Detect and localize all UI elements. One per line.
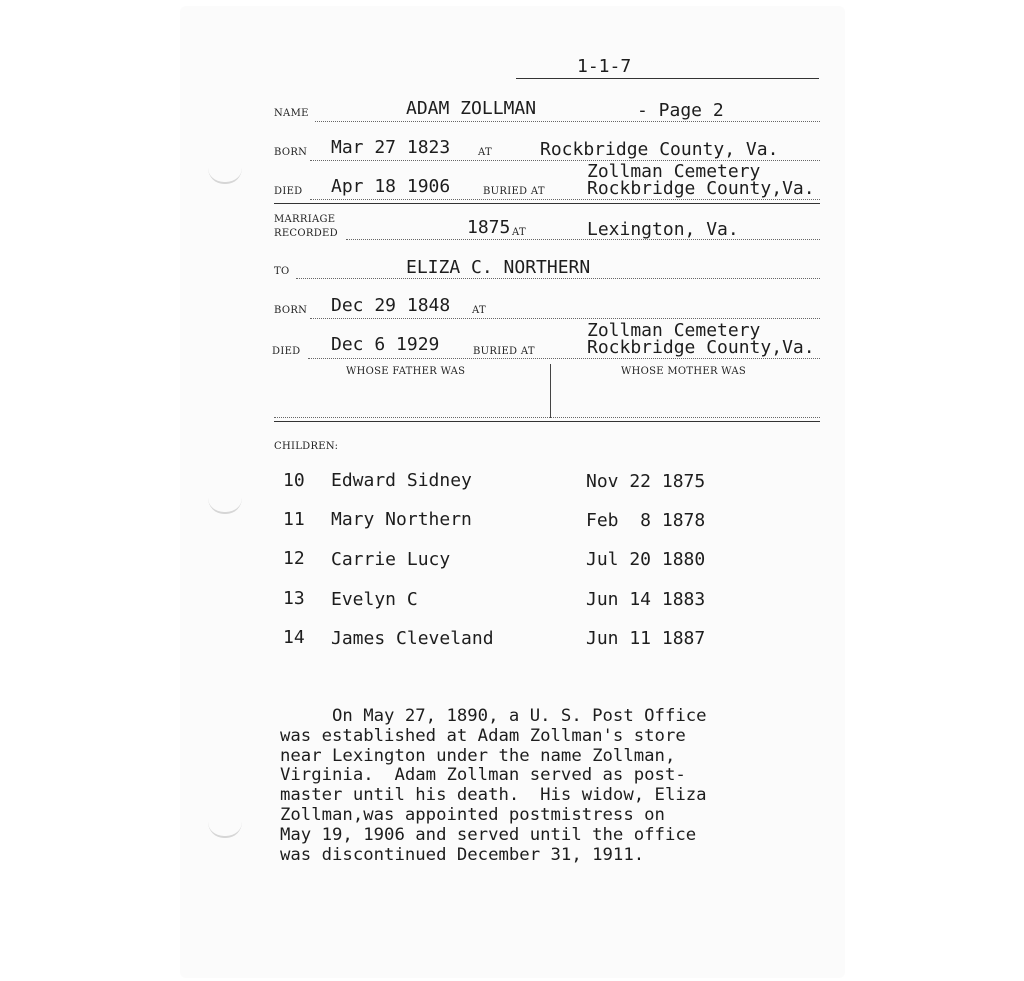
spouse-born-at-label: AT (472, 305, 486, 316)
to-label: TO (274, 266, 290, 277)
spouse-born-label: BORN (274, 305, 308, 316)
whose-mother-label: WHOSE MOTHER WAS (621, 366, 747, 377)
spouse-buried-line-1: Zollman Cemetery (587, 320, 761, 341)
spouse-born-line (310, 318, 820, 319)
died-rule (274, 203, 820, 204)
parents-divider (550, 364, 551, 418)
child-number: 13 (283, 588, 305, 609)
born-at-label: AT (478, 147, 492, 158)
child-number: 14 (283, 627, 305, 648)
child-name: Evelyn C (331, 589, 418, 610)
child-name: Carrie Lucy (331, 549, 451, 570)
marriage-label: MARRIAGE (274, 214, 336, 225)
child-name: Mary Northern (331, 509, 472, 530)
marriage-line (346, 239, 820, 240)
person-name: ADAM ZOLLMAN (406, 98, 537, 119)
to-line (296, 278, 820, 279)
buried-line-2: Rockbridge County,Va. (587, 178, 815, 199)
name-line (315, 121, 820, 122)
name-label: NAME (274, 108, 309, 119)
child-number: 12 (283, 548, 305, 569)
parents-line (274, 417, 820, 418)
marriage-year: 1875 (467, 217, 511, 238)
child-name: Edward Sidney (331, 470, 472, 491)
child-birth-date: Jun 14 1883 (586, 589, 706, 610)
marriage-at-label: AT (512, 227, 526, 238)
child-number: 11 (283, 509, 305, 530)
page-indicator: - Page 2 (637, 100, 724, 121)
spouse-born-date: Dec 29 1848 (331, 295, 451, 316)
spouse-buried-line-2: Rockbridge County,Va. (587, 337, 815, 358)
born-label: BORN (274, 147, 308, 158)
card-number: 1-1-7 (577, 56, 632, 77)
card-number-rule (516, 78, 819, 79)
children-label: CHILDREN: (274, 441, 339, 452)
recorded-label: RECORDED (274, 228, 338, 239)
child-name: James Cleveland (331, 628, 494, 649)
died-date: Apr 18 1906 (331, 176, 451, 197)
post-office-note: On May 27, 1890, a U. S. Post Office was established at Adam Zollman's store near Lexington under the name Zollman, Virginia. Adam Zollman served as post- master until his death. His widow, Eliza Zollman,was appointed postmistress on May 19, 1906 and served until the office was discontinued December 31, 1911. (280, 706, 707, 865)
born-place: Rockbridge County, Va. (540, 139, 779, 160)
died-label: DIED (274, 186, 303, 197)
child-number: 10 (283, 470, 305, 491)
child-birth-date: Jul 20 1880 (586, 549, 706, 570)
spouse-died-line (308, 358, 820, 359)
buried-at-label: BURIED AT (483, 186, 545, 197)
spouse-died-label: DIED (272, 346, 301, 357)
born-date: Mar 27 1823 (331, 137, 451, 158)
parents-rule (274, 421, 820, 422)
child-birth-date: Jun 11 1887 (586, 628, 706, 649)
died-line (310, 199, 820, 200)
spouse-buried-at-label: BURIED AT (473, 346, 535, 357)
child-birth-date: Nov 22 1875 (586, 471, 706, 492)
child-birth-date: Feb 8 1878 (586, 510, 706, 531)
buried-line-1: Zollman Cemetery (587, 161, 761, 182)
spouse-died-date: Dec 6 1929 (331, 334, 440, 355)
marriage-place: Lexington, Va. (587, 219, 739, 240)
whose-father-label: WHOSE FATHER WAS (346, 366, 466, 377)
spouse-name: ELIZA C. NORTHERN (406, 257, 591, 278)
